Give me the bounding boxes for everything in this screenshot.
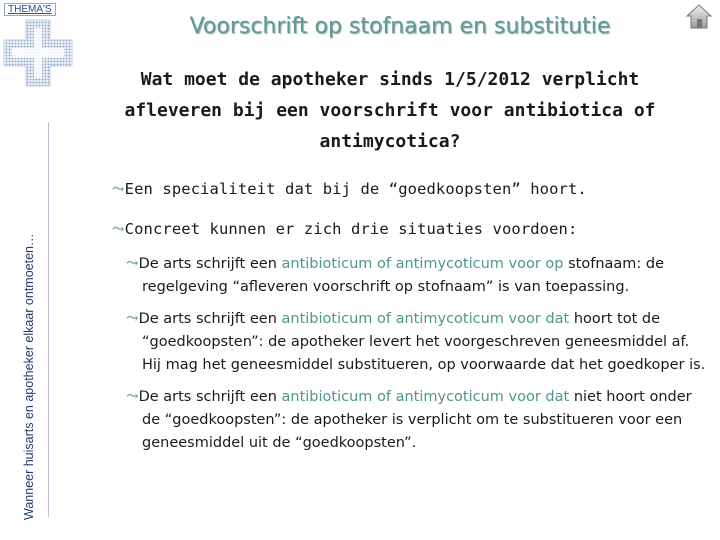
themas-link[interactable]: THEMA'S bbox=[4, 3, 56, 16]
sub-bullet-item bbox=[126, 385, 712, 455]
bullet-arrow-icon: ⤳ bbox=[112, 220, 125, 238]
vertical-series-title: Wanneer huisarts en apotheker elkaar ontmoeten… bbox=[22, 233, 36, 520]
question-text: Wat moet de apotheker sinds 1/5/2012 verplicht afleveren bij een voorschrift voor antibiotica of antimycotica? bbox=[124, 69, 656, 152]
sub-bullet-item bbox=[126, 252, 712, 299]
bullet-text: Concreet kunnen er zich drie situaties voordoen: bbox=[124, 220, 578, 238]
bullet-text: Een specialiteit dat bij de “goedkoopsten” hoort. bbox=[124, 180, 587, 198]
bullet-arrow-icon: ⤳ bbox=[126, 309, 139, 327]
sub-bullet-prefix: De arts schrijft een bbox=[138, 256, 282, 272]
bullet-arrow-icon: ⤳ bbox=[126, 387, 139, 405]
sub-bullet-rest: hoort tot de “goedkoopsten”: de apotheker levert het voorgeschreven geneesmiddel af. Hij mag het geneesmiddel substitueren, op voorwaarde dat het goedkoper is. bbox=[142, 311, 706, 373]
sidebar-divider bbox=[48, 122, 49, 517]
sub-bullet-highlight: antibioticum of antimycoticum voor dat bbox=[281, 389, 570, 405]
sub-bullet-list bbox=[126, 252, 712, 455]
sub-bullet-rest: niet hoort onder de “goedkoopsten”: de apotheker is verplicht om te substitueren voor een geneesmiddel uit de “goedkoopsten”. bbox=[142, 389, 692, 451]
sub-bullet-prefix: De arts schrijft een bbox=[138, 389, 282, 405]
sub-bullet-rest: stofnaam: de regelgeving “afleveren voorschrift op stofnaam” is van toepassing. bbox=[142, 256, 665, 295]
cross-logo-icon bbox=[2, 18, 74, 88]
bullet-arrow-icon: ⤳ bbox=[126, 254, 139, 272]
slide-title: Voorschrift op stofnaam en substitutie bbox=[189, 14, 611, 39]
bullet-arrow-icon: ⤳ bbox=[112, 180, 125, 198]
bullet-item bbox=[112, 178, 712, 200]
bullet-item bbox=[112, 218, 712, 240]
sub-bullet-highlight: antibioticum of antimycoticum voor dat bbox=[281, 311, 570, 327]
bullet-list bbox=[112, 178, 712, 463]
sub-bullet-prefix: De arts schrijft een bbox=[138, 311, 282, 327]
sub-bullet-highlight: antibioticum of antimycoticum voor op bbox=[281, 256, 564, 272]
sub-bullet-item bbox=[126, 307, 712, 377]
